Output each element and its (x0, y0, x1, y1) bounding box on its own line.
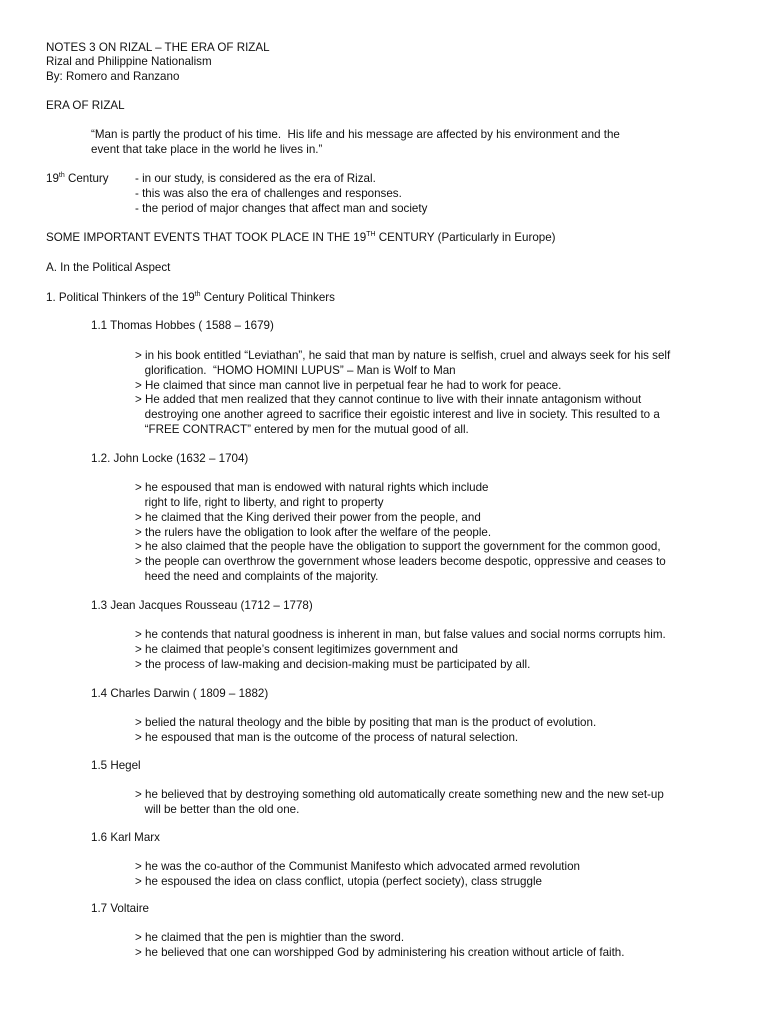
thinker-point: > in his book entitled “Leviathan”, he said that man by nature is selfish, cruel and always seek for his self (135, 349, 671, 362)
subsection-sup: th (194, 291, 201, 298)
doc-authors: By: Romero and Ranzano (46, 70, 180, 83)
events-heading-a: SOME IMPORTANT EVENTS THAT TOOK PLACE IN THE 19 (46, 231, 367, 244)
century-label-sup: th (58, 172, 65, 179)
thinker-point: will be better than the old one. (135, 803, 300, 816)
thinker-point: > he also claimed that the people have the obligation to support the government for the common good, (135, 540, 661, 553)
thinker-point: “FREE CONTRACT” entered by men for the mutual good of all. (135, 423, 469, 436)
subsection-a: 1. Political Thinkers of the 19 (46, 291, 195, 304)
thinker-point: > he contends that natural goodness is inherent in man, but false values and social norms corrupts him. (135, 628, 666, 641)
thinker-point: > he claimed that people’s consent legitimizes government and (135, 643, 458, 656)
century-point: - in our study, is considered as the era of Rizal. (135, 172, 376, 185)
doc-subtitle: Rizal and Philippine Nationalism (46, 55, 212, 68)
thinker-point: destroying one another agreed to sacrifice their egoistic interest and live in society. This resulted to a (135, 408, 660, 421)
thinker-point: > He added that men realized that they cannot continue to live with their innate antagonism without (135, 393, 642, 406)
thinker-title-voltaire: 1.7 Voltaire (91, 902, 150, 915)
century-label (46, 171, 109, 186)
century-label-rest: Century (64, 172, 109, 185)
thinker-point: glorification. “HOMO HOMINI LUPUS” – Man is Wolf to Man (135, 364, 456, 377)
thinker-point: > he was the co-author of the Communist Manifesto which advocated armed revolution (135, 860, 580, 873)
thinker-point: > he espoused that man is the outcome of the process of natural selection. (135, 731, 519, 744)
era-quote-line-2: event that take place in the world he lives in.” (91, 143, 323, 156)
thinker-point: > He claimed that since man cannot live in perpetual fear he had to work for peace. (135, 379, 562, 392)
thinker-point: > he claimed that the pen is mightier than the sword. (135, 931, 405, 944)
thinker-point: > he claimed that the King derived their power from the people, and (135, 511, 481, 524)
thinker-title-hobbes: 1.1 Thomas Hobbes ( 1588 – 1679) (91, 319, 274, 332)
thinker-point: > he believed that by destroying something old automatically create something new and the new set-up (135, 788, 664, 801)
section-political-aspect: A. In the Political Aspect (46, 261, 171, 274)
era-quote-line-1: “Man is partly the product of his time. His life and his message are affected by his environment and the (91, 128, 620, 141)
thinker-point: > the process of law-making and decision-making must be participated by all. (135, 658, 531, 671)
events-heading-sup: TH (366, 231, 376, 238)
century-point: - the period of major changes that affect man and society (135, 202, 428, 215)
thinker-point: > he espoused the idea on class conflict, utopia (perfect society), class struggle (135, 875, 542, 888)
century-point: - this was also the era of challenges and responses. (135, 187, 402, 200)
events-heading-b: CENTURY (Particularly in Europe) (375, 231, 556, 244)
thinker-title-rousseau: 1.3 Jean Jacques Rousseau (1712 – 1778) (91, 599, 313, 612)
thinker-title-locke: 1.2. John Locke (1632 – 1704) (91, 452, 249, 465)
thinker-title-hegel: 1.5 Hegel (91, 759, 141, 772)
thinker-point: > he believed that one can worshipped God by administering his creation without article of faith. (135, 946, 625, 959)
thinker-point: right to life, right to liberty, and right to property (135, 496, 384, 509)
subsection-b: Century Political Thinkers (200, 291, 335, 304)
doc-title: NOTES 3 ON RIZAL – THE ERA OF RIZAL (46, 41, 270, 54)
era-heading: ERA OF RIZAL (46, 99, 125, 112)
thinker-point: > belied the natural theology and the bible by positing that man is the product of evolution. (135, 716, 597, 729)
thinker-point: > the rulers have the obligation to look after the welfare of the people. (135, 526, 492, 539)
thinker-point: > he espoused that man is endowed with natural rights which include (135, 481, 489, 494)
century-label-num: 19 (46, 172, 59, 185)
events-heading (46, 230, 556, 245)
thinker-title-marx: 1.6 Karl Marx (91, 831, 160, 844)
subsection-political-thinkers (46, 290, 335, 305)
thinker-point: heed the need and complaints of the majority. (135, 570, 379, 583)
thinker-point: > the people can overthrow the government whose leaders become despotic, oppressive and ceases to (135, 555, 666, 568)
thinker-title-darwin: 1.4 Charles Darwin ( 1809 – 1882) (91, 687, 269, 700)
